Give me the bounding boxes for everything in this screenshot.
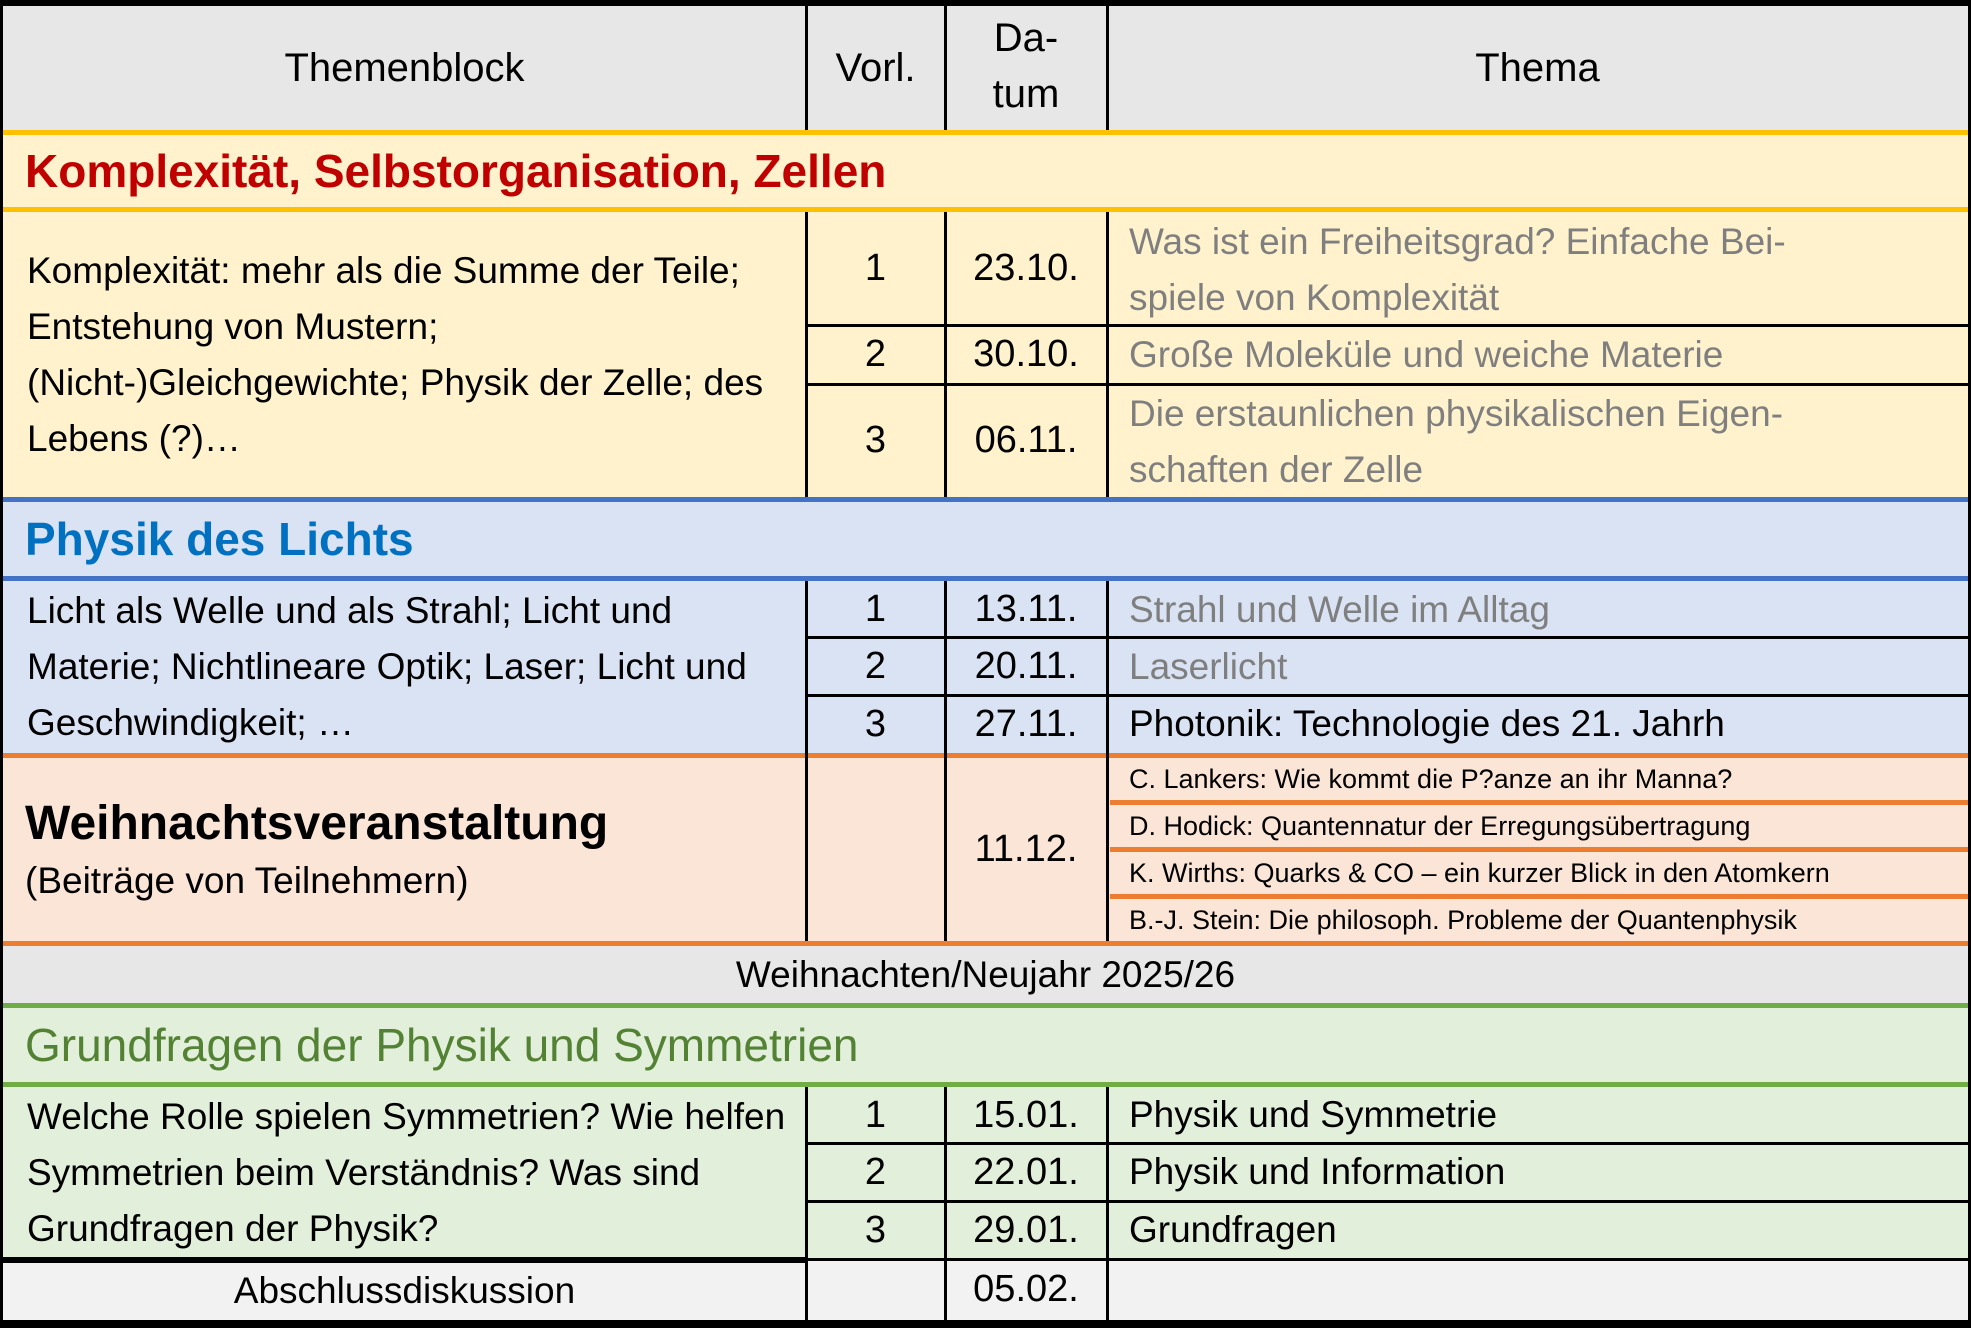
- col-divider: [805, 581, 808, 941]
- col-divider: [1106, 212, 1109, 497]
- section2-description: Licht als Welle und als Strahl; Licht und Materie; Nichtlineare Optik; Laser; Licht und Geschwindigkeit; …: [27, 590, 747, 743]
- header-datum-line2: tum: [992, 72, 1060, 116]
- section4-lecture3-topic: Grundfragen: [1129, 1209, 1337, 1250]
- section4-lecture2-topic: Physik und Information: [1129, 1151, 1506, 1192]
- section4-lecture2-num: 2: [864, 1150, 887, 1193]
- section1-lecture2-topic: Große Moleküle und weiche Materie: [1129, 333, 1724, 375]
- col-divider: [805, 212, 808, 497]
- section4-lecture3-date: 29.01.: [973, 1208, 1079, 1251]
- section1-lecture1-topic: [1107, 214, 1968, 325]
- section2-lecture1-date: 13.11.: [974, 588, 1078, 630]
- section2-title: Physik des Lichts: [25, 513, 414, 565]
- section2-title-band: [3, 502, 1968, 576]
- col-divider: [1106, 581, 1109, 941]
- header-datum: [945, 10, 1107, 130]
- contribution-2: D. Hodick: Quantennatur der Erregungsübertragung: [1129, 810, 1751, 841]
- col-divider: [944, 6, 947, 130]
- row-divider-thick: [3, 1257, 806, 1263]
- col-divider: [944, 1087, 947, 1320]
- topic-line: Was ist ein Freiheitsgrad? Einfache Bei-: [1129, 221, 1786, 262]
- header-themenblock: Themenblock: [284, 45, 525, 90]
- section2-lecture2-date: 20.11.: [974, 645, 1078, 687]
- final-date: 05.02.: [973, 1268, 1079, 1310]
- row-divider: [806, 636, 1968, 639]
- row-divider: [806, 1200, 1968, 1203]
- row-divider: [806, 694, 1968, 697]
- contribution-1: C. Lankers: Wie kommt die P?anze an ihr Manna?: [1129, 763, 1733, 794]
- section1-lecture3-topic: [1107, 386, 1968, 497]
- section3-subtitle: (Beiträge von Teilnehmern): [25, 859, 469, 901]
- section1-lecture2-date: 30.10.: [973, 333, 1079, 375]
- section2-lecture2-topic: Laserlicht: [1129, 645, 1288, 687]
- break-row: Weihnachten/Neujahr 2025/26: [3, 946, 1968, 1003]
- section4-lecture2-date: 22.01.: [973, 1150, 1079, 1193]
- section2-lecture1-num: 1: [864, 588, 887, 630]
- row-divider: [806, 1142, 1968, 1145]
- topic-line: schaften der Zelle: [1129, 449, 1424, 490]
- col-divider: [944, 581, 947, 941]
- header-thema: Thema: [1475, 45, 1600, 90]
- col-divider: [1106, 1087, 1109, 1320]
- contribution-4: B.-J. Stein: Die philosoph. Probleme der Quantenphysik: [1129, 904, 1797, 935]
- col-divider: [805, 6, 808, 130]
- header-datum-line1: Da-: [993, 16, 1059, 60]
- col-divider: [1106, 6, 1109, 130]
- row-divider: [806, 1258, 1968, 1261]
- col-divider: [944, 212, 947, 497]
- section2-lecture1-topic: Strahl und Welle im Alltag: [1129, 588, 1550, 630]
- section2-lecture3-topic: Photonik: Technologie des 21. Jahrh: [1129, 703, 1725, 744]
- col-divider: [805, 1087, 808, 1320]
- section1-lecture3-date: 06.11.: [974, 419, 1078, 461]
- section2-lecture2-num: 2: [864, 645, 887, 687]
- section1-lecture1-num: 1: [864, 247, 887, 289]
- topic-line: spiele von Komplexität: [1129, 277, 1500, 318]
- section4-lecture3-num: 3: [864, 1208, 887, 1251]
- section4-description: Welche Rolle spielen Symmetrien? Wie helfen Symmetrien beim Verständnis? Was sind Grundfragen der Physik?: [27, 1096, 786, 1249]
- section4-lecture1-num: 1: [864, 1093, 887, 1136]
- row-divider: [806, 324, 1968, 327]
- section4-lecture1-date: 15.01.: [973, 1093, 1079, 1136]
- final-label: Abschlussdiskussion: [233, 1270, 576, 1311]
- section1-title: Komplexität, Selbstorganisation, Zellen: [25, 145, 887, 197]
- section1-lecture3-num: 3: [864, 419, 887, 461]
- section1-lecture1-date: 23.10.: [973, 247, 1079, 289]
- section3-heading: [3, 758, 806, 941]
- header-vorl: Vorl.: [835, 45, 916, 90]
- contribution-3: K. Wirths: Quarks & CO – ein kurzer Blick in den Atomkern: [1129, 857, 1830, 888]
- section3-title: Weihnachtsveranstaltung: [25, 796, 609, 850]
- section1-title-band: [3, 135, 1968, 207]
- section3-date: 11.12.: [974, 828, 1078, 870]
- section1-lecture2-num: 2: [864, 333, 887, 375]
- section2-lecture3-num: 3: [864, 702, 887, 745]
- section4-title-band: [3, 1008, 1968, 1082]
- row-divider: [806, 383, 1968, 386]
- section2-lecture3-date: 27.11.: [974, 702, 1078, 745]
- section4-title: Grundfragen der Physik und Symmetrien: [25, 1019, 859, 1071]
- topic-line: Die erstaunlichen physikalischen Eigen-: [1129, 393, 1784, 434]
- section1-description: Komplexität: mehr als die Summe der Teile; Entstehung von Mustern; (Nicht-)Gleichgewichte; Physik der Zelle; des Lebens (?)…: [27, 249, 764, 459]
- section4-lecture1-topic: Physik und Symmetrie: [1129, 1094, 1498, 1135]
